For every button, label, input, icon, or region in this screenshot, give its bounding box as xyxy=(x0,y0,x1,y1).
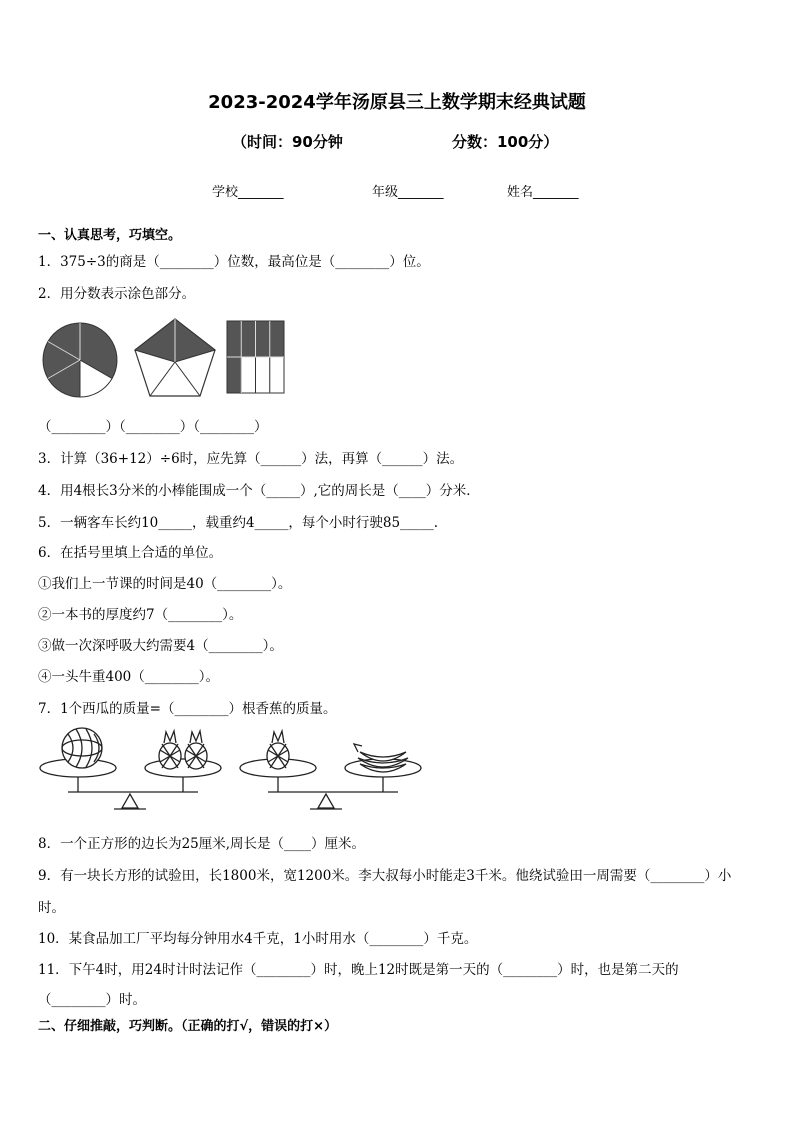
question-1: 1．375÷3的商是（________）位数，最高位是（________）位。 xyxy=(38,254,430,270)
shaded-pentagon-figure xyxy=(130,316,220,400)
section1-heading: 一、认真思考，巧填空。 xyxy=(38,228,182,243)
exam-score: 分数：100分） xyxy=(452,133,559,151)
question-8: 8．一个正方形的边长为25厘米,周长是（____）厘米。 xyxy=(38,836,366,852)
name-field[interactable]: 姓名_______ xyxy=(507,185,579,200)
question-6-2: ②一本书的厚度约7（________）。 xyxy=(38,607,243,623)
question-2-answers[interactable]: （________）（________）（________） xyxy=(38,419,268,435)
question-2: 2．用分数表示涂色部分。 xyxy=(38,286,196,302)
question-7: 7．1个西瓜的质量=（________）根香蕉的质量。 xyxy=(38,701,337,717)
question-11: 11．下午4时，用24时计时法记作（________）时，晚上12时既是第一天的（________）时，也是第二天的 xyxy=(38,962,679,978)
shaded-circle-figure xyxy=(38,318,122,402)
question-6-3: ③做一次深呼吸大约需要4（________）。 xyxy=(38,638,283,654)
shaded-grid-figure xyxy=(226,320,286,394)
exam-time: （时间：90分钟 xyxy=(232,133,343,151)
question-9-cont: 时。 xyxy=(38,900,65,916)
question-10: 10．某食品加工厂平均每分钟用水4千克，1小时用水（________）千克。 xyxy=(38,931,478,947)
question-5: 5．一辆客车长约10_____，载重约4_____，每个小时行驶85_____. xyxy=(38,515,439,531)
balance-scale-illustration xyxy=(38,722,422,814)
question-11-cont: （________）时。 xyxy=(38,992,146,1008)
section2-heading: 二、仔细推敲，巧判断。（正确的打√，错误的打×） xyxy=(38,1019,338,1034)
question-3: 3．计算（36+12）÷6时，应先算（______）法，再算（______）法。 xyxy=(38,451,464,467)
question-4: 4．用4根长3分米的小棒能围成一个（_____）,它的周长是（____）分米． xyxy=(38,483,480,499)
question-6-4: ④一头牛重400（________）。 xyxy=(38,669,220,685)
page-title: 2023-2024学年汤原县三上数学期末经典试题 xyxy=(208,92,586,113)
question-6: 6．在括号里填上合适的单位。 xyxy=(38,545,223,561)
question-9: 9．有一块长方形的试验田，长1800米，宽1200米。李大叔每小时能走3千米。他绕试验田一周需要（________）小 xyxy=(38,868,732,884)
question-6-1: ①我们上一节课的时间是40（________）。 xyxy=(38,576,292,592)
grade-field[interactable]: 年级_______ xyxy=(372,185,444,200)
school-field[interactable]: 学校_______ xyxy=(212,185,284,200)
